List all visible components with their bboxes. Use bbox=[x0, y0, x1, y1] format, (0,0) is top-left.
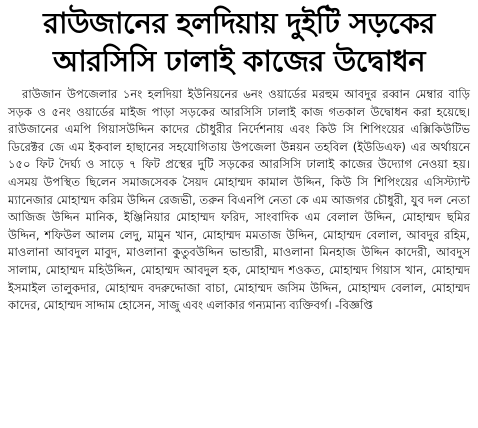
headline bbox=[8, 4, 470, 80]
headline-line-1: রাউজানের হলদিয়ায় দুইটি সড়কের bbox=[43, 6, 435, 40]
headline-line-2: আরসিসি ঢালাই কাজের উদ্বোধন bbox=[52, 44, 426, 78]
article-body: রাউজান উপজেলার ১নং হলদিয়া ইউনিয়নের ৬নং ওয়ার্ডের মরহুম আবদুর রব্বান মেম্বার বাড়ি সড়ক ও ৫নং ওয়ার্ডের মাইজ পাড়া সড়কের আরসিসি ঢালাই কাজ গতকাল উদ্বোধন করা হয়েছে। রাউজানের এমপি গিয়াসউদ্দিন কাদের চৌধুরীর নির্দেশনায় এবং কিউ সি শিপিংয়ের এক্সিকিউটিভ ডিরেক্টর জে এম ইকবাল হাছানের সহযোগিতায় উপজেলা উন্নয়ন তহবিল (ইউডিএফ) এর অর্থায়নে ১৫০ ফিট দৈর্ঘ্য ও সাড়ে ৭ ফিট প্রস্থের দুটি সড়কের আরসিসি ঢালাই কাজের উদ্যোগ নেওয়া হয়। এসময় উপস্থিত ছিলেন সমাজসেবক সৈয়দ মোহাম্মদ কামাল উদ্দিন, কিউ সি শিপিংয়ের এসিস্ট্যান্ট ম্যানেজার মোহাম্মদ করিম উদ্দিন রেজভী, তরুন বিএনপি নেতা কে এম আজগর চৌধুরী, যুব দল নেতা আজিজ উদ্দিন মানিক, ইঞ্জিনিয়ার মোহাম্মদ ফরিদ, সাংবাদিক এম বেলাল উদ্দিন, মোহাম্মদ ছমির উদ্দিন, শফিউল আলম লেদু, মামুন খান, মোহাম্মদ মমতাজ উদ্দিন, মোহাম্মদ বেলাল, আবদুর রহিম, মাওলানা আবদুল মাবুদ, মাওলানা কুতুবউদ্দিন ভান্ডারী, মাওলানা মিনহাজ উদ্দিন কাদেরী, আবদুস সালাম, মোহাম্মদ মহিউদ্দিন, মোহাম্মদ আবদুল হক, মোহাম্মদ শওকত, মোহাম্মদ গিয়াস খান, মোহাম্মদ ইসমাইল তালুকদার, মোহাম্মদ বদরুদ্দোজা বাচা, মোহাম্মদ জসিম উদ্দিন, মোহাম্মদ বেলাল, মোহাম্মদ কাদের, মোহাম্মদ সাদ্দাম হোসেন, সাজু এবং এলাকার গন্যমান্য ব্যক্তিবর্গ। -বিজ্ঞপ্তি bbox=[8, 87, 470, 313]
